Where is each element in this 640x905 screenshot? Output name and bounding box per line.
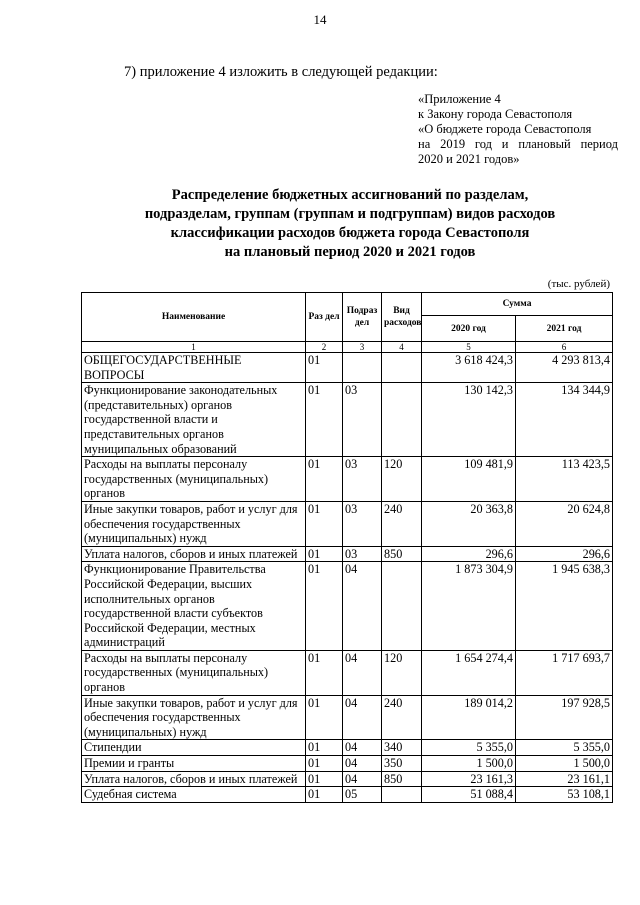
cell-y2020: 109 481,9 [422, 457, 516, 502]
cell-y2021: 113 423,5 [516, 457, 613, 502]
cell-section: 01 [306, 740, 343, 756]
table-row [82, 756, 613, 772]
header-expense-type: Вид расходов [382, 293, 422, 342]
table-row [82, 501, 613, 546]
document-title [80, 186, 620, 262]
column-number: 6 [516, 342, 613, 353]
table-row [82, 695, 613, 740]
cell-section: 01 [306, 562, 343, 651]
title-line: классификации расходов бюджета города Севастополя [170, 225, 530, 241]
cell-y2021: 1 717 693,7 [516, 650, 613, 695]
cell-name: Стипендии [82, 740, 306, 756]
cell-type [382, 787, 422, 803]
column-number: 1 [82, 342, 306, 353]
cell-subsection: 04 [343, 756, 382, 772]
cell-y2021: 20 624,8 [516, 501, 613, 546]
cell-section: 01 [306, 501, 343, 546]
table-header-row [82, 293, 613, 316]
budget-table [81, 292, 613, 803]
cell-y2021: 197 928,5 [516, 695, 613, 740]
cell-name: Премии и гранты [82, 756, 306, 772]
cell-y2021: 134 344,9 [516, 383, 613, 457]
cell-y2021: 1 500,0 [516, 756, 613, 772]
column-number: 4 [382, 342, 422, 353]
cell-subsection: 03 [343, 546, 382, 562]
cell-name: Расходы на выплаты персоналу государственных (муниципальных) органов [82, 650, 306, 695]
cell-type: 350 [382, 756, 422, 772]
cell-subsection: 03 [343, 501, 382, 546]
cell-name: Иные закупки товаров, работ и услуг для обеспечения государственных (муниципальных) нужд [82, 501, 306, 546]
cell-section: 01 [306, 756, 343, 772]
cell-y2020: 130 142,3 [422, 383, 516, 457]
table-row [82, 650, 613, 695]
annex-line: к Закону города Севастополя [418, 107, 573, 121]
table-row [82, 787, 613, 803]
cell-type [382, 353, 422, 383]
cell-name: Уплата налогов, сборов и иных платежей [82, 771, 306, 787]
cell-name: Судебная система [82, 787, 306, 803]
table-row [82, 562, 613, 651]
annex-line: 2020 и 2021 годов» [418, 152, 520, 166]
cell-subsection: 03 [343, 457, 382, 502]
cell-subsection: 04 [343, 771, 382, 787]
cell-subsection: 04 [343, 740, 382, 756]
cell-y2020: 189 014,2 [422, 695, 516, 740]
table-row [82, 383, 613, 457]
header-subsection: Подраз дел [343, 293, 382, 342]
cell-name: Функционирование законодательных (представительных) органов государственной власти и представительных органов муниципальных образований [82, 383, 306, 457]
title-line: Распределение бюджетных ассигнований по разделам, [171, 187, 529, 203]
cell-subsection: 04 [343, 650, 382, 695]
cell-y2020: 1 654 274,4 [422, 650, 516, 695]
cell-name: Расходы на выплаты персоналу государственных (муниципальных) органов [82, 457, 306, 502]
cell-name: Иные закупки товаров, работ и услуг для обеспечения государственных (муниципальных) нужд [82, 695, 306, 740]
intro-text: 7) приложение 4 изложить в следующей редакции: [124, 64, 438, 80]
page-number: 14 [313, 12, 327, 27]
cell-y2020: 296,6 [422, 546, 516, 562]
units-label: (тыс. рублей) [547, 278, 610, 290]
cell-type: 850 [382, 771, 422, 787]
table-row [82, 353, 613, 383]
cell-name: ОБЩЕГОСУДАРСТВЕННЫЕ ВОПРОСЫ [82, 353, 306, 383]
cell-type: 240 [382, 501, 422, 546]
annex-line: на 2019 год и плановый период [418, 137, 618, 151]
header-sum: Сумма [422, 293, 613, 316]
column-numbers-row [82, 342, 613, 353]
cell-subsection [343, 353, 382, 383]
title-line: подразделам, группам (группам и подгруппам) видов расходов [144, 206, 556, 222]
table-row [82, 740, 613, 756]
cell-y2020: 1 873 304,9 [422, 562, 516, 651]
title-line: на плановый период 2020 и 2021 годов [224, 244, 476, 260]
column-number: 3 [343, 342, 382, 353]
cell-y2021: 23 161,1 [516, 771, 613, 787]
cell-subsection: 03 [343, 383, 382, 457]
cell-section: 01 [306, 650, 343, 695]
header-2020: 2020 год [422, 316, 516, 342]
cell-subsection: 05 [343, 787, 382, 803]
column-number: 2 [306, 342, 343, 353]
cell-y2020: 5 355,0 [422, 740, 516, 756]
table-row [82, 771, 613, 787]
cell-y2020: 1 500,0 [422, 756, 516, 772]
table-row [82, 546, 613, 562]
cell-type: 850 [382, 546, 422, 562]
cell-section: 01 [306, 383, 343, 457]
cell-name: Функционирование Правительства Российской Федерации, высших исполнительных органов государственной власти субъектов Российской Федерации, местных администраций [82, 562, 306, 651]
cell-type: 340 [382, 740, 422, 756]
header-name: Наименование [82, 293, 306, 342]
cell-y2021: 296,6 [516, 546, 613, 562]
cell-section: 01 [306, 546, 343, 562]
header-section: Раз дел [306, 293, 343, 342]
annex-reference [418, 92, 618, 167]
cell-y2021: 1 945 638,3 [516, 562, 613, 651]
cell-name: Уплата налогов, сборов и иных платежей [82, 546, 306, 562]
table-row [82, 457, 613, 502]
cell-type: 240 [382, 695, 422, 740]
cell-section: 01 [306, 457, 343, 502]
cell-y2020: 3 618 424,3 [422, 353, 516, 383]
cell-y2020: 20 363,8 [422, 501, 516, 546]
cell-section: 01 [306, 771, 343, 787]
cell-section: 01 [306, 353, 343, 383]
cell-type [382, 562, 422, 651]
cell-subsection: 04 [343, 562, 382, 651]
cell-y2021: 4 293 813,4 [516, 353, 613, 383]
cell-y2020: 51 088,4 [422, 787, 516, 803]
header-2021: 2021 год [516, 316, 613, 342]
cell-y2020: 23 161,3 [422, 771, 516, 787]
column-number: 5 [422, 342, 516, 353]
cell-type [382, 383, 422, 457]
cell-type: 120 [382, 457, 422, 502]
cell-section: 01 [306, 787, 343, 803]
annex-line: «О бюджете города Севастополя [418, 122, 592, 136]
cell-y2021: 53 108,1 [516, 787, 613, 803]
cell-type: 120 [382, 650, 422, 695]
annex-line: «Приложение 4 [418, 92, 501, 106]
cell-subsection: 04 [343, 695, 382, 740]
cell-section: 01 [306, 695, 343, 740]
cell-y2021: 5 355,0 [516, 740, 613, 756]
